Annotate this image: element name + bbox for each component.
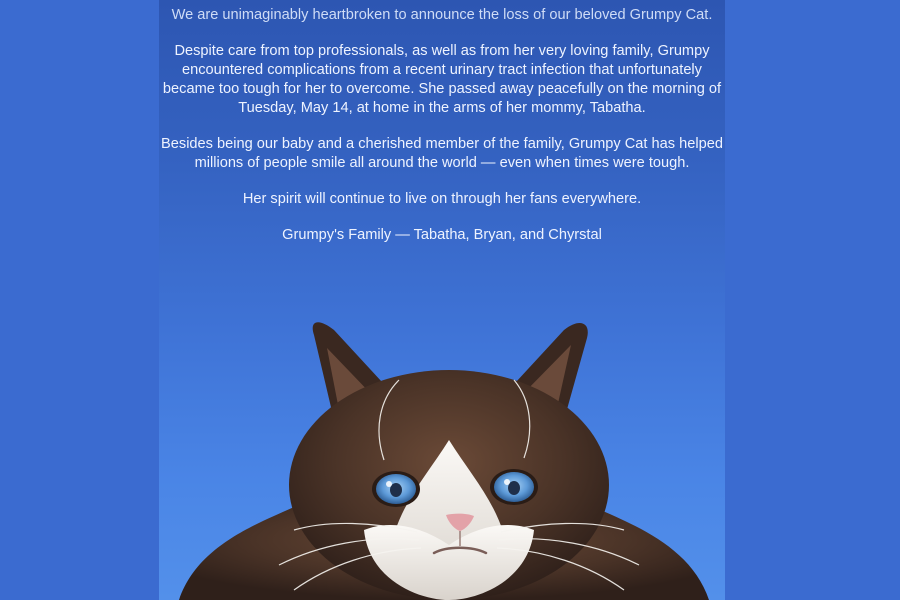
cat-head: [289, 370, 609, 600]
announcement-paragraph-3: Besides being our baby and a cherished member of the family, Grumpy Cat has helped millions of people smile all around the world — even when times were tough.: [161, 136, 723, 171]
announcement-paragraph-2: Despite care from top professionals, as well as from her very loving family, Grumpy encountered complications from a recent urinary tract infection that unfortunately became too tough for her to overcome. She passed away peacefully on the morning of Tuesday, May 14, at home in the arms of her mommy, Tabatha.: [162, 43, 722, 116]
announcement-panel: [159, 0, 725, 600]
family-signature: Grumpy's Family — Tabatha, Bryan, and Chyrstal: [282, 227, 602, 243]
left-margin: [0, 0, 159, 600]
announcement-paragraph-4: Her spirit will continue to live on through her fans everywhere.: [242, 191, 642, 207]
announcement-paragraph-1: We are unimaginably heartbroken to announce the loss of our beloved Grumpy Cat.: [171, 7, 713, 23]
announcement-text: [159, 6, 725, 262]
right-margin: [725, 0, 900, 600]
